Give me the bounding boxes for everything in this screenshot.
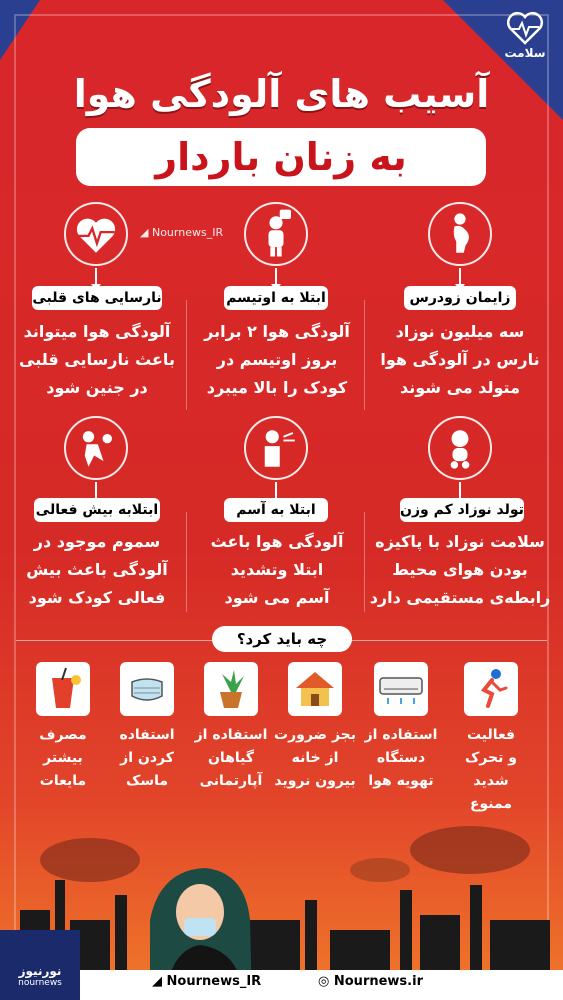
harm-line: بروز اوتیسم در — [216, 350, 338, 369]
divider — [186, 300, 187, 410]
tip-line: گیاهان — [207, 750, 255, 766]
harm-line: متولد می شوند — [400, 378, 520, 397]
face-mask-icon — [120, 662, 174, 716]
logo-subtext: nournews — [18, 978, 62, 988]
tip-line: بجز ضرورت — [274, 727, 356, 743]
harm-line: فعالی کودک شود — [28, 588, 166, 607]
pregnant-woman-icon — [428, 202, 492, 266]
divider — [364, 512, 365, 612]
harm-line: آلودگی هوا باعث — [210, 532, 344, 551]
harm-line: نارس در آلودگی هوا — [380, 350, 540, 369]
coughing-person-icon — [244, 416, 308, 480]
tip-line: ممنوع — [469, 796, 513, 812]
corner-decoration-left — [0, 0, 40, 60]
tip-line: آپارتمانی — [199, 773, 263, 789]
harm-line: سه میلیون نوزاد — [395, 322, 525, 341]
harm-line: آلودگی هوا میتواند — [23, 322, 171, 341]
running-person-icon — [464, 662, 518, 716]
tip-line: مصرف — [39, 727, 87, 743]
page-title: آسیب های آلودگی هوا — [73, 72, 490, 116]
harm-line: سموم موجود در — [33, 532, 161, 551]
harm-text-asthma — [192, 528, 362, 612]
heart-pulse-icon — [505, 10, 545, 46]
harm-text-preterm — [372, 318, 548, 402]
page-subtitle: به زنان باردار — [155, 135, 407, 179]
what-to-do-heading: چه باید کرد؟ — [212, 626, 352, 652]
tip-line: تهویه هوا — [368, 773, 434, 789]
baby-icon — [428, 416, 492, 480]
harm-label-lowweight: تولد نوزاد کم وزن — [400, 498, 524, 522]
harm-label-heart: نارسایی های قلبی — [32, 286, 162, 310]
arrow-down — [275, 268, 277, 286]
watermark-text: Nournews_IR — [151, 226, 224, 239]
harm-line: باعث نارسایی قلبی — [19, 350, 175, 369]
tip-text — [190, 724, 272, 793]
harm-label-adhd: ابتلابه بیش فعالی — [34, 498, 160, 522]
subtitle-box — [76, 128, 486, 186]
brand-label: سلامت — [504, 46, 546, 60]
arrow-down — [95, 268, 97, 286]
harm-line: رابطه‌ی مستقیمی دارد — [369, 588, 551, 607]
tip-line: بیرون نروید — [274, 773, 356, 789]
harm-line: بودن هوای محیط — [392, 560, 528, 579]
tip-line: مایعات — [39, 773, 87, 789]
child-autism-icon — [244, 202, 308, 266]
harm-line: آسم می شود — [224, 588, 330, 607]
harm-label-autism: ابتلا به اوتیسم — [224, 286, 328, 310]
telegram-text: Nournews_IR — [166, 974, 262, 989]
tip-line: و تحرک شدید — [465, 750, 517, 789]
watermark: ◢ Nournews_IR — [140, 226, 224, 239]
tip-line: از خانه — [291, 750, 339, 766]
harm-line: ابتلا وتشدید — [230, 560, 324, 579]
harm-line: آلودگی باعث بیش — [26, 560, 168, 579]
divider — [364, 300, 365, 410]
harm-text-autism — [192, 318, 362, 402]
juice-drink-icon — [36, 662, 90, 716]
harm-line: در جنین شود — [46, 378, 148, 397]
harm-text-adhd — [12, 528, 182, 612]
arrow-down — [459, 268, 461, 286]
harm-line: سلامت نوزاد با پاکیزه — [375, 532, 545, 551]
instagram-text: Nournews.ir — [333, 974, 423, 989]
heart-rate-icon — [64, 202, 128, 266]
tip-line: دستگاه — [376, 750, 426, 766]
tip-text — [274, 724, 356, 793]
divider — [186, 512, 187, 612]
tip-text — [360, 724, 442, 793]
tip-line: بیشتر — [43, 750, 83, 766]
tip-line: استفاده — [119, 727, 175, 743]
air-conditioner-icon — [374, 662, 428, 716]
tip-line: کردن از — [120, 750, 174, 766]
news-logo — [0, 930, 80, 1000]
telegram-handle[interactable]: ◢ Nournews_IR — [152, 974, 262, 989]
logo-text: نورنیوز — [18, 964, 62, 978]
tip-line: ماسک — [125, 773, 169, 789]
footer-bar — [0, 970, 563, 1000]
tip-line: فعالیت — [466, 727, 516, 743]
tip-text — [22, 724, 104, 793]
harm-line: کودک را بالا میبرد — [206, 378, 348, 397]
instagram-handle[interactable]: ◎ Nournews.ir — [318, 974, 423, 989]
hyperactive-child-icon — [64, 416, 128, 480]
tip-text — [106, 724, 188, 793]
harm-label-preterm: زایمان زودرس — [404, 286, 516, 310]
brand-badge — [499, 10, 551, 66]
tip-line: استفاده از — [194, 727, 268, 743]
harm-label-asthma: ابتلا به آسم — [224, 498, 328, 522]
harm-text-lowweight — [368, 528, 552, 612]
tip-line: استفاده از — [364, 727, 438, 743]
harm-line: آلودگی هوا ۲ برابر — [204, 322, 350, 341]
house-icon — [288, 662, 342, 716]
harm-text-heart — [12, 318, 182, 402]
houseplant-icon — [204, 662, 258, 716]
